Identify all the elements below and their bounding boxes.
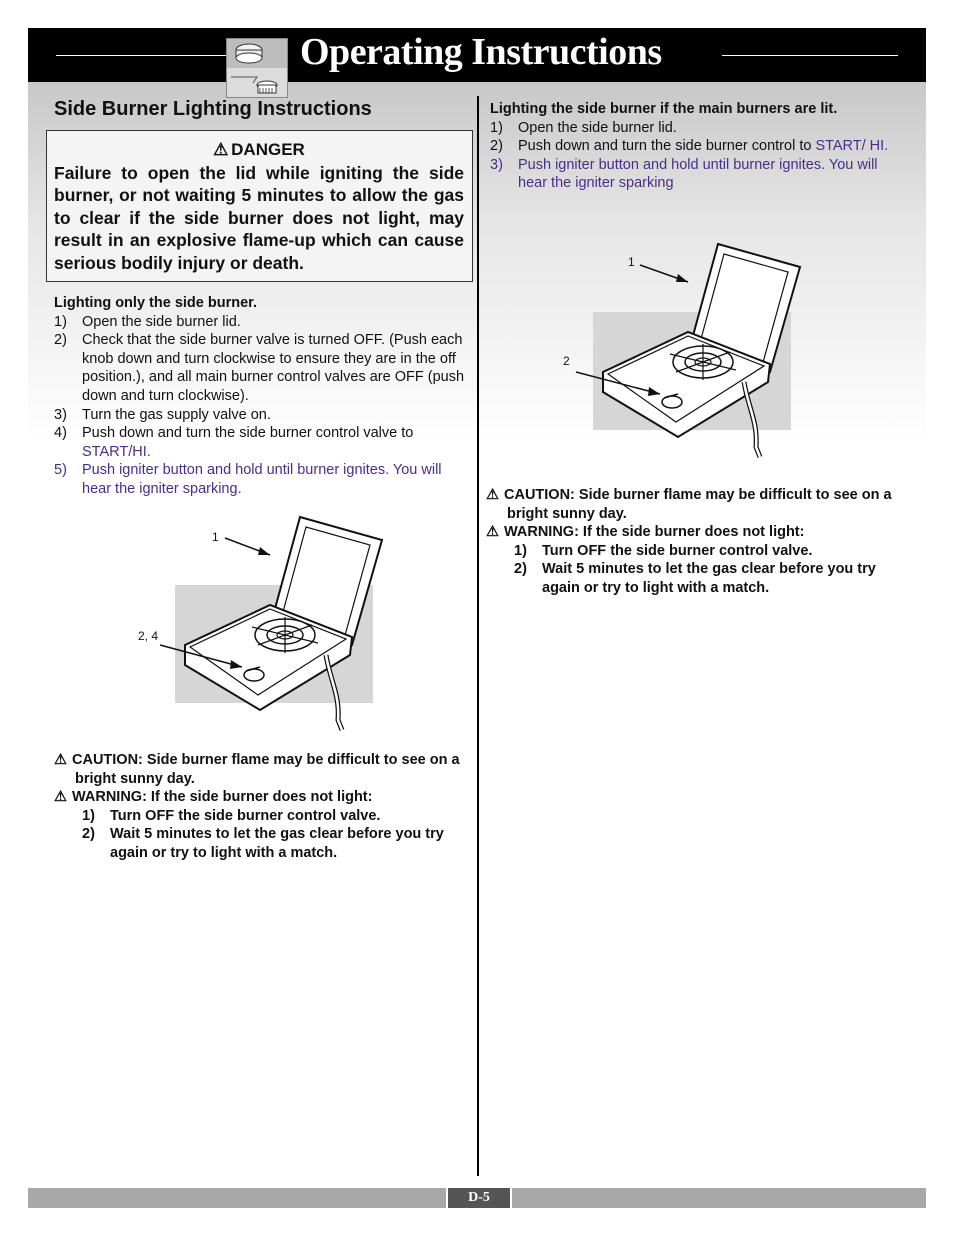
callout-label: 1	[212, 530, 219, 544]
warning-line	[54, 788, 464, 807]
list-item	[486, 560, 902, 597]
warning-text: WARNING: If the side burner does not light:	[72, 789, 373, 806]
page-title: Operating Instructions	[300, 31, 662, 73]
step-number: 2)	[54, 332, 67, 349]
step-number: 1)	[54, 313, 67, 330]
step-number: 4)	[54, 425, 67, 442]
list-item	[486, 542, 902, 561]
step-text: Open the side burner lid.	[82, 313, 241, 330]
warning-steps	[54, 807, 464, 863]
callout-label: 2, 4	[138, 629, 159, 643]
page-header	[28, 28, 926, 82]
danger-heading	[54, 139, 464, 162]
list-item	[54, 313, 464, 332]
step-text: Push down and turn the side burner control valve to	[82, 425, 414, 442]
caution-text: CAUTION: Side burner flame may be difficult to see on a bright sunny day.	[504, 487, 892, 522]
left-warnings	[54, 751, 464, 863]
caution-line	[486, 486, 902, 523]
step-highlight: START/ HI.	[815, 138, 889, 155]
list-item	[490, 156, 902, 193]
left-instructions	[54, 294, 464, 499]
danger-heading-text: DANGER	[231, 140, 305, 159]
left-steps	[54, 313, 464, 499]
step-text: Turn the gas supply valve on.	[82, 406, 271, 423]
warning-triangle-icon: ⚠	[486, 524, 499, 541]
step-text: Push igniter button and hold until burner ignites. You will hear the igniter sparking	[518, 156, 878, 192]
warning-triangle-icon: ⚠	[54, 752, 67, 768]
list-item	[54, 461, 464, 498]
step-text: Open the side burner lid.	[518, 119, 677, 136]
header-rule-right	[722, 55, 898, 56]
side-burner-figure-right	[548, 232, 808, 472]
list-item	[54, 825, 464, 862]
step-highlight: START/HI.	[82, 443, 151, 460]
step-text: Turn OFF the side burner control valve.	[542, 542, 813, 559]
list-item	[490, 119, 902, 138]
step-text: Push down and turn the side burner control to	[518, 138, 816, 155]
callout-label: 1	[628, 255, 635, 269]
right-warnings	[486, 486, 902, 598]
warning-steps	[486, 542, 902, 598]
danger-text: Failure to open the lid while igniting the side burner, or not waiting 5 minutes to allow the gas to clear if the side burner does not light, may result in an explosive flame-up which can cause serious bodily injury or death.	[54, 162, 464, 273]
left-column	[54, 100, 472, 125]
step-text: Wait 5 minutes to let the gas clear before you try again or try to light with a match.	[542, 561, 876, 596]
right-instructions	[490, 100, 902, 193]
step-number: 3)	[54, 406, 67, 423]
left-subhead: Lighting only the side burner.	[54, 295, 258, 311]
list-item	[54, 807, 464, 826]
warning-triangle-icon: ⚠	[486, 487, 499, 503]
caution-line	[54, 751, 464, 788]
warning-triangle-icon: ⚠	[213, 140, 229, 159]
step-text: Check that the side burner valve is turned OFF. (Push each knob down and turn clockwise to ensure they are in the off position.), and all main burner control valves are OFF (push down and turn clockwise).	[82, 332, 465, 404]
step-text: Wait 5 minutes to let the gas clear before you try again or try to light with a match.	[110, 826, 444, 861]
list-item	[54, 406, 464, 425]
step-number: 2)	[514, 561, 527, 578]
danger-box	[46, 130, 473, 282]
list-item	[490, 137, 902, 156]
column-divider	[477, 96, 479, 1176]
caution-text: CAUTION: Side burner flame may be difficult to see on a bright sunny day.	[72, 752, 460, 787]
right-steps	[490, 119, 902, 193]
step-number: 1)	[490, 119, 503, 136]
page-number: D-5	[446, 1188, 512, 1208]
right-subhead: Lighting the side burner if the main burners are lit.	[490, 101, 838, 117]
list-item	[54, 331, 464, 405]
warning-text: WARNING: If the side burner does not light:	[504, 524, 805, 541]
warning-line	[486, 523, 902, 542]
step-number: 5)	[54, 462, 67, 479]
step-number: 2)	[490, 138, 503, 155]
step-number: 1)	[82, 807, 95, 824]
step-number: 1)	[514, 542, 527, 559]
step-text: Push igniter button and hold until burner ignites. You will hear the igniter sparking.	[82, 462, 442, 497]
section-title: Side Burner Lighting Instructions	[54, 98, 372, 120]
header-rule-left	[56, 55, 231, 56]
burner-knob-icon	[226, 38, 288, 98]
list-item	[54, 424, 464, 461]
step-number: 2)	[82, 826, 95, 843]
step-text: Turn OFF the side burner control valve.	[110, 807, 381, 824]
warning-triangle-icon: ⚠	[54, 789, 67, 806]
step-number: 3)	[490, 156, 503, 173]
callout-label: 2	[563, 354, 570, 368]
side-burner-figure-left	[130, 505, 390, 745]
